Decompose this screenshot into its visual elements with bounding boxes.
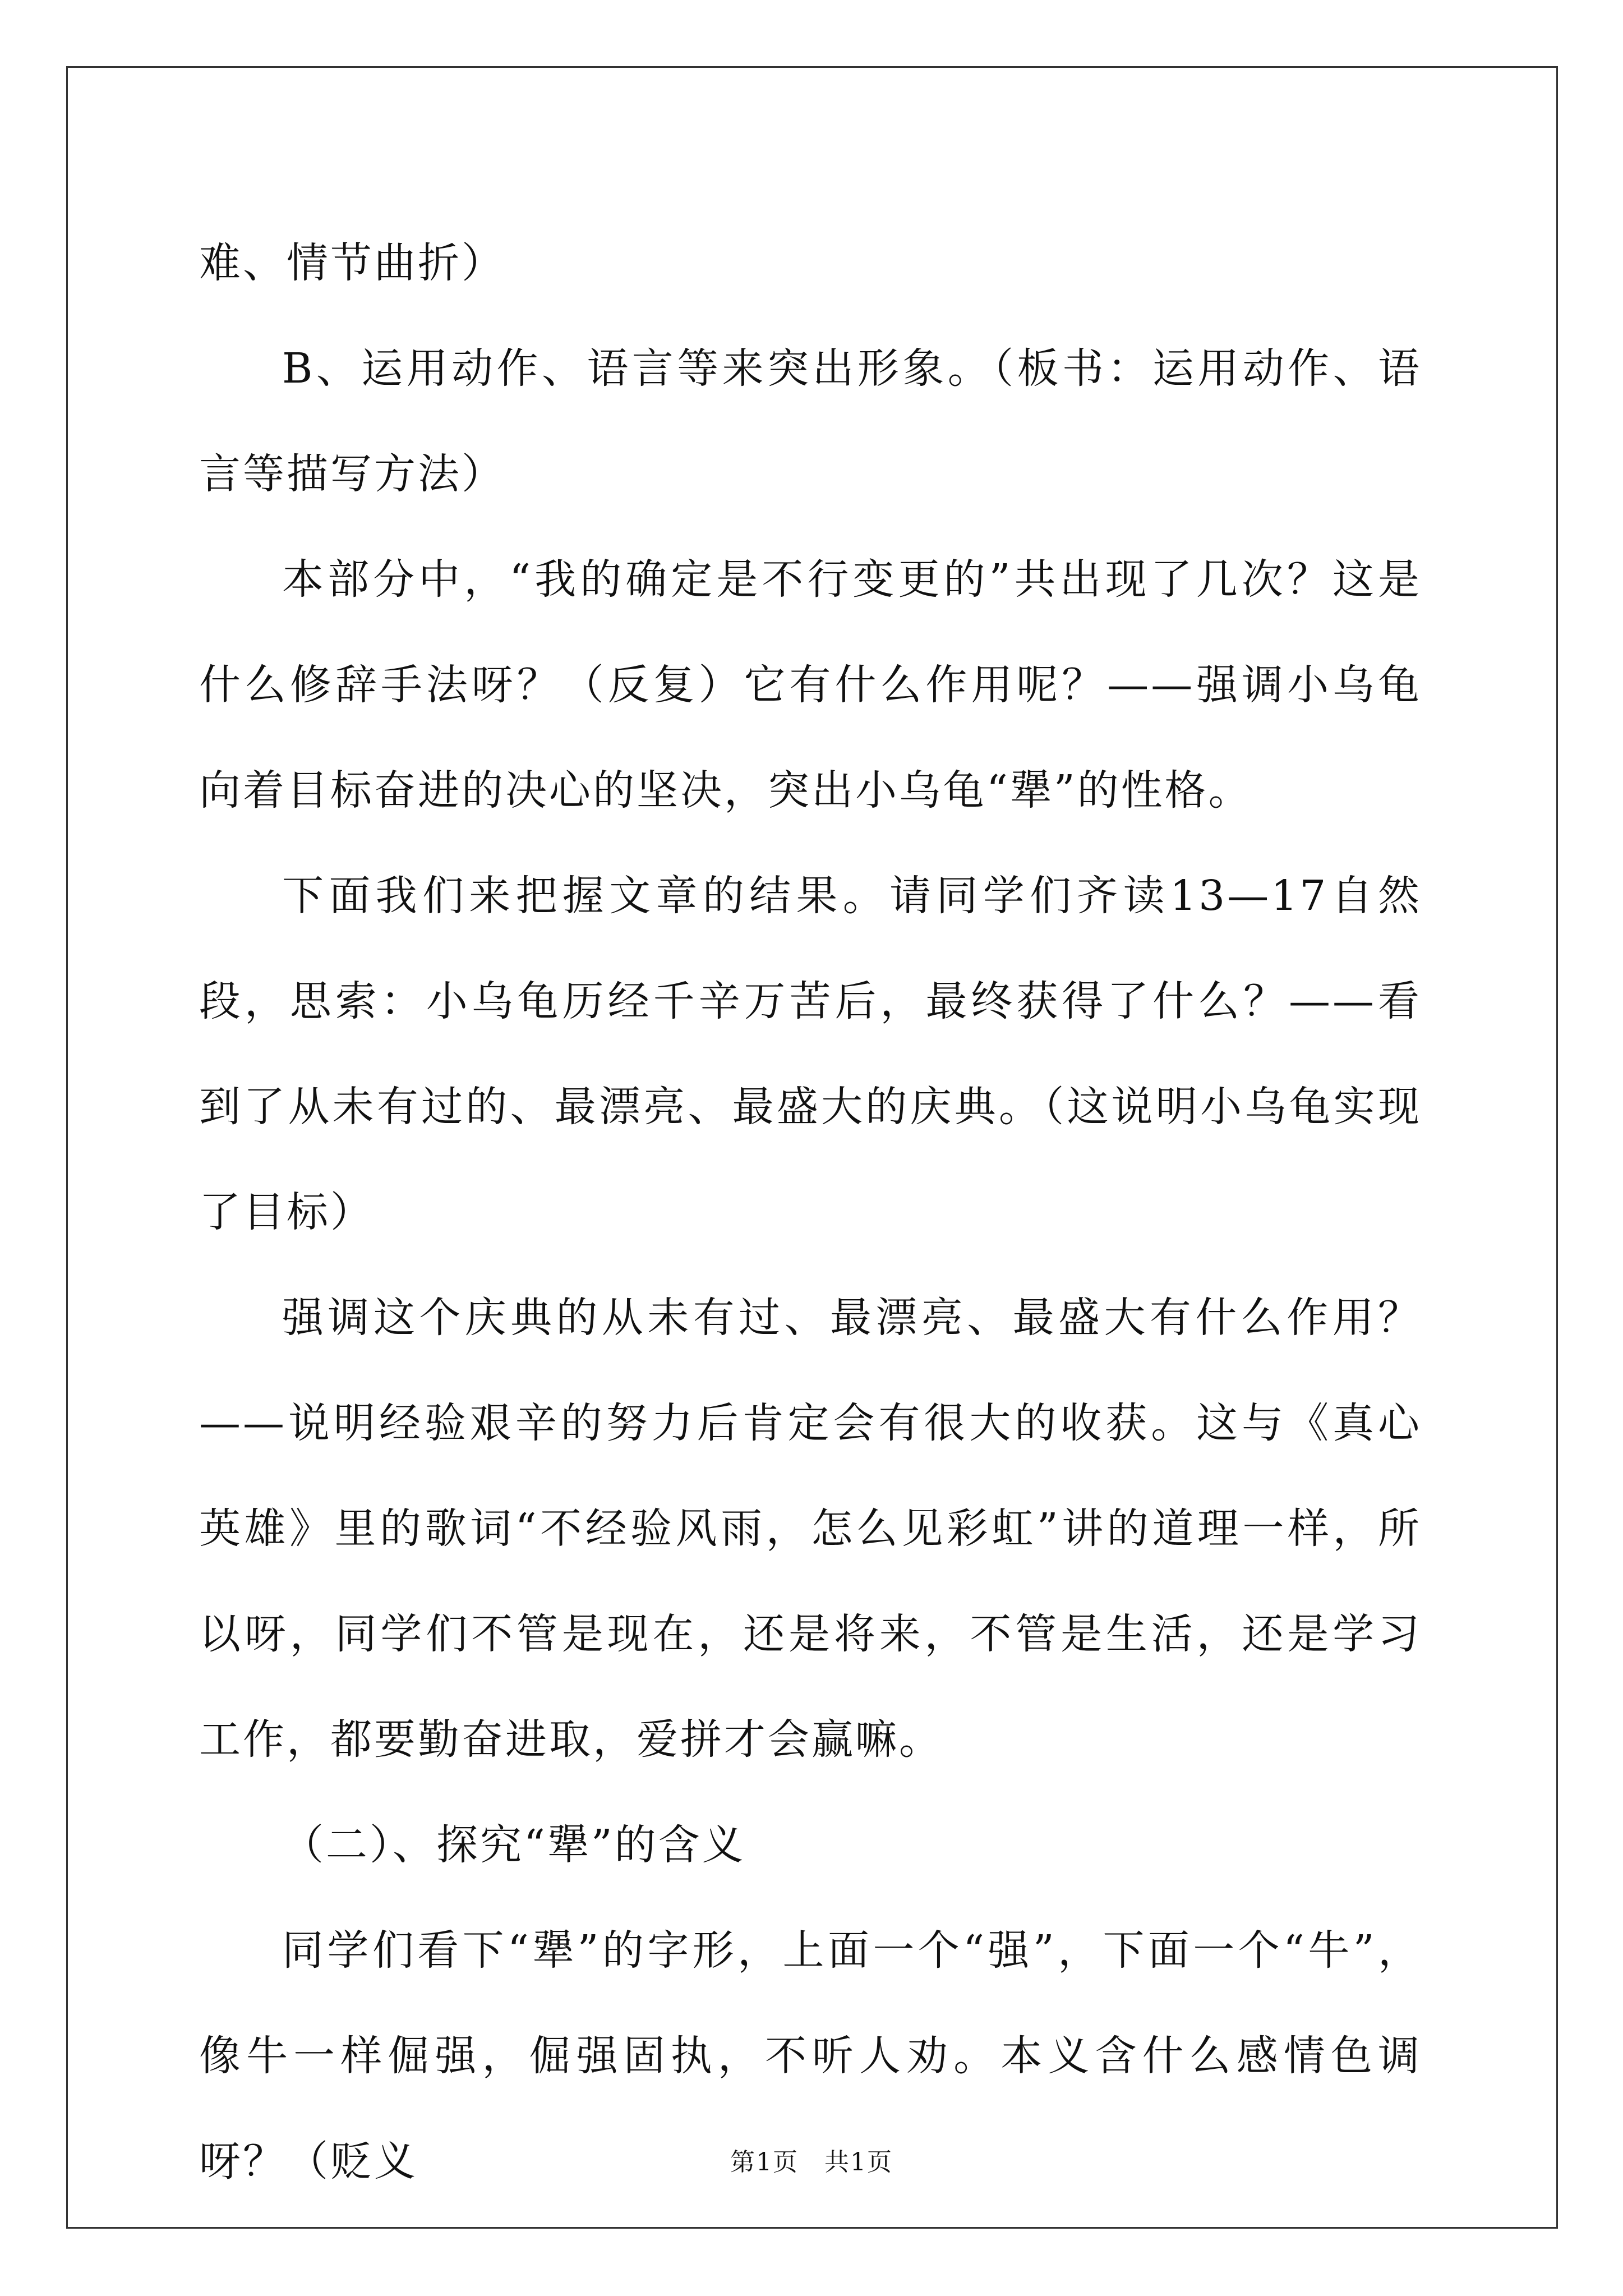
paragraph-2: B、运用动作、语言等来突出形象。（板书：运用动作、语言等描写方法） xyxy=(199,344,1422,498)
paragraph-4: 下面我们来把握文章的结果。请同学们齐读13—17自然段，思索：小乌龟历经千辛万苦后，最终获得了什么？——看到了从未有过的、最漂亮、最盛大的庆典。（这说明小乌龟实现了目标） xyxy=(199,872,1422,1236)
paragraph-3: 本部分中，“我的确定是不行变更的”共出现了几次？这是什么修辞手法呀？（反复）它有什么作用呢？——强调小乌龟向着目标奋进的决心的坚决，突出小乌龟“犟”的性格。 xyxy=(199,555,1422,815)
page-footer: 第1页 共1页 xyxy=(730,2148,893,2177)
paragraph-7: 同学们看下“犟”的字形，上面一个“强”，下面一个“牛”，像牛一样倔强，倔强固执，不听人劝。本义含什么感情色调呀？（贬义 xyxy=(199,1926,1422,2185)
section-heading: （二）、探究“犟”的含义 xyxy=(282,1821,746,1869)
document-body xyxy=(199,210,1422,2214)
paragraph-5: 强调这个庆典的从未有过、最漂亮、最盛大有什么作用？——说明经验艰辛的努力后肯定会有很大的收获。这与《真心英雄》里的歌词“不经验风雨，怎么见彩虹”讲的道理一样，所以呀，同学们不管是现在，还是将来，不管是生活，还是学习工作，都要勤奋进取，爱拼才会赢嘛。 xyxy=(199,1294,1422,1764)
paragraph-1: 难、情节曲折） xyxy=(199,239,505,287)
